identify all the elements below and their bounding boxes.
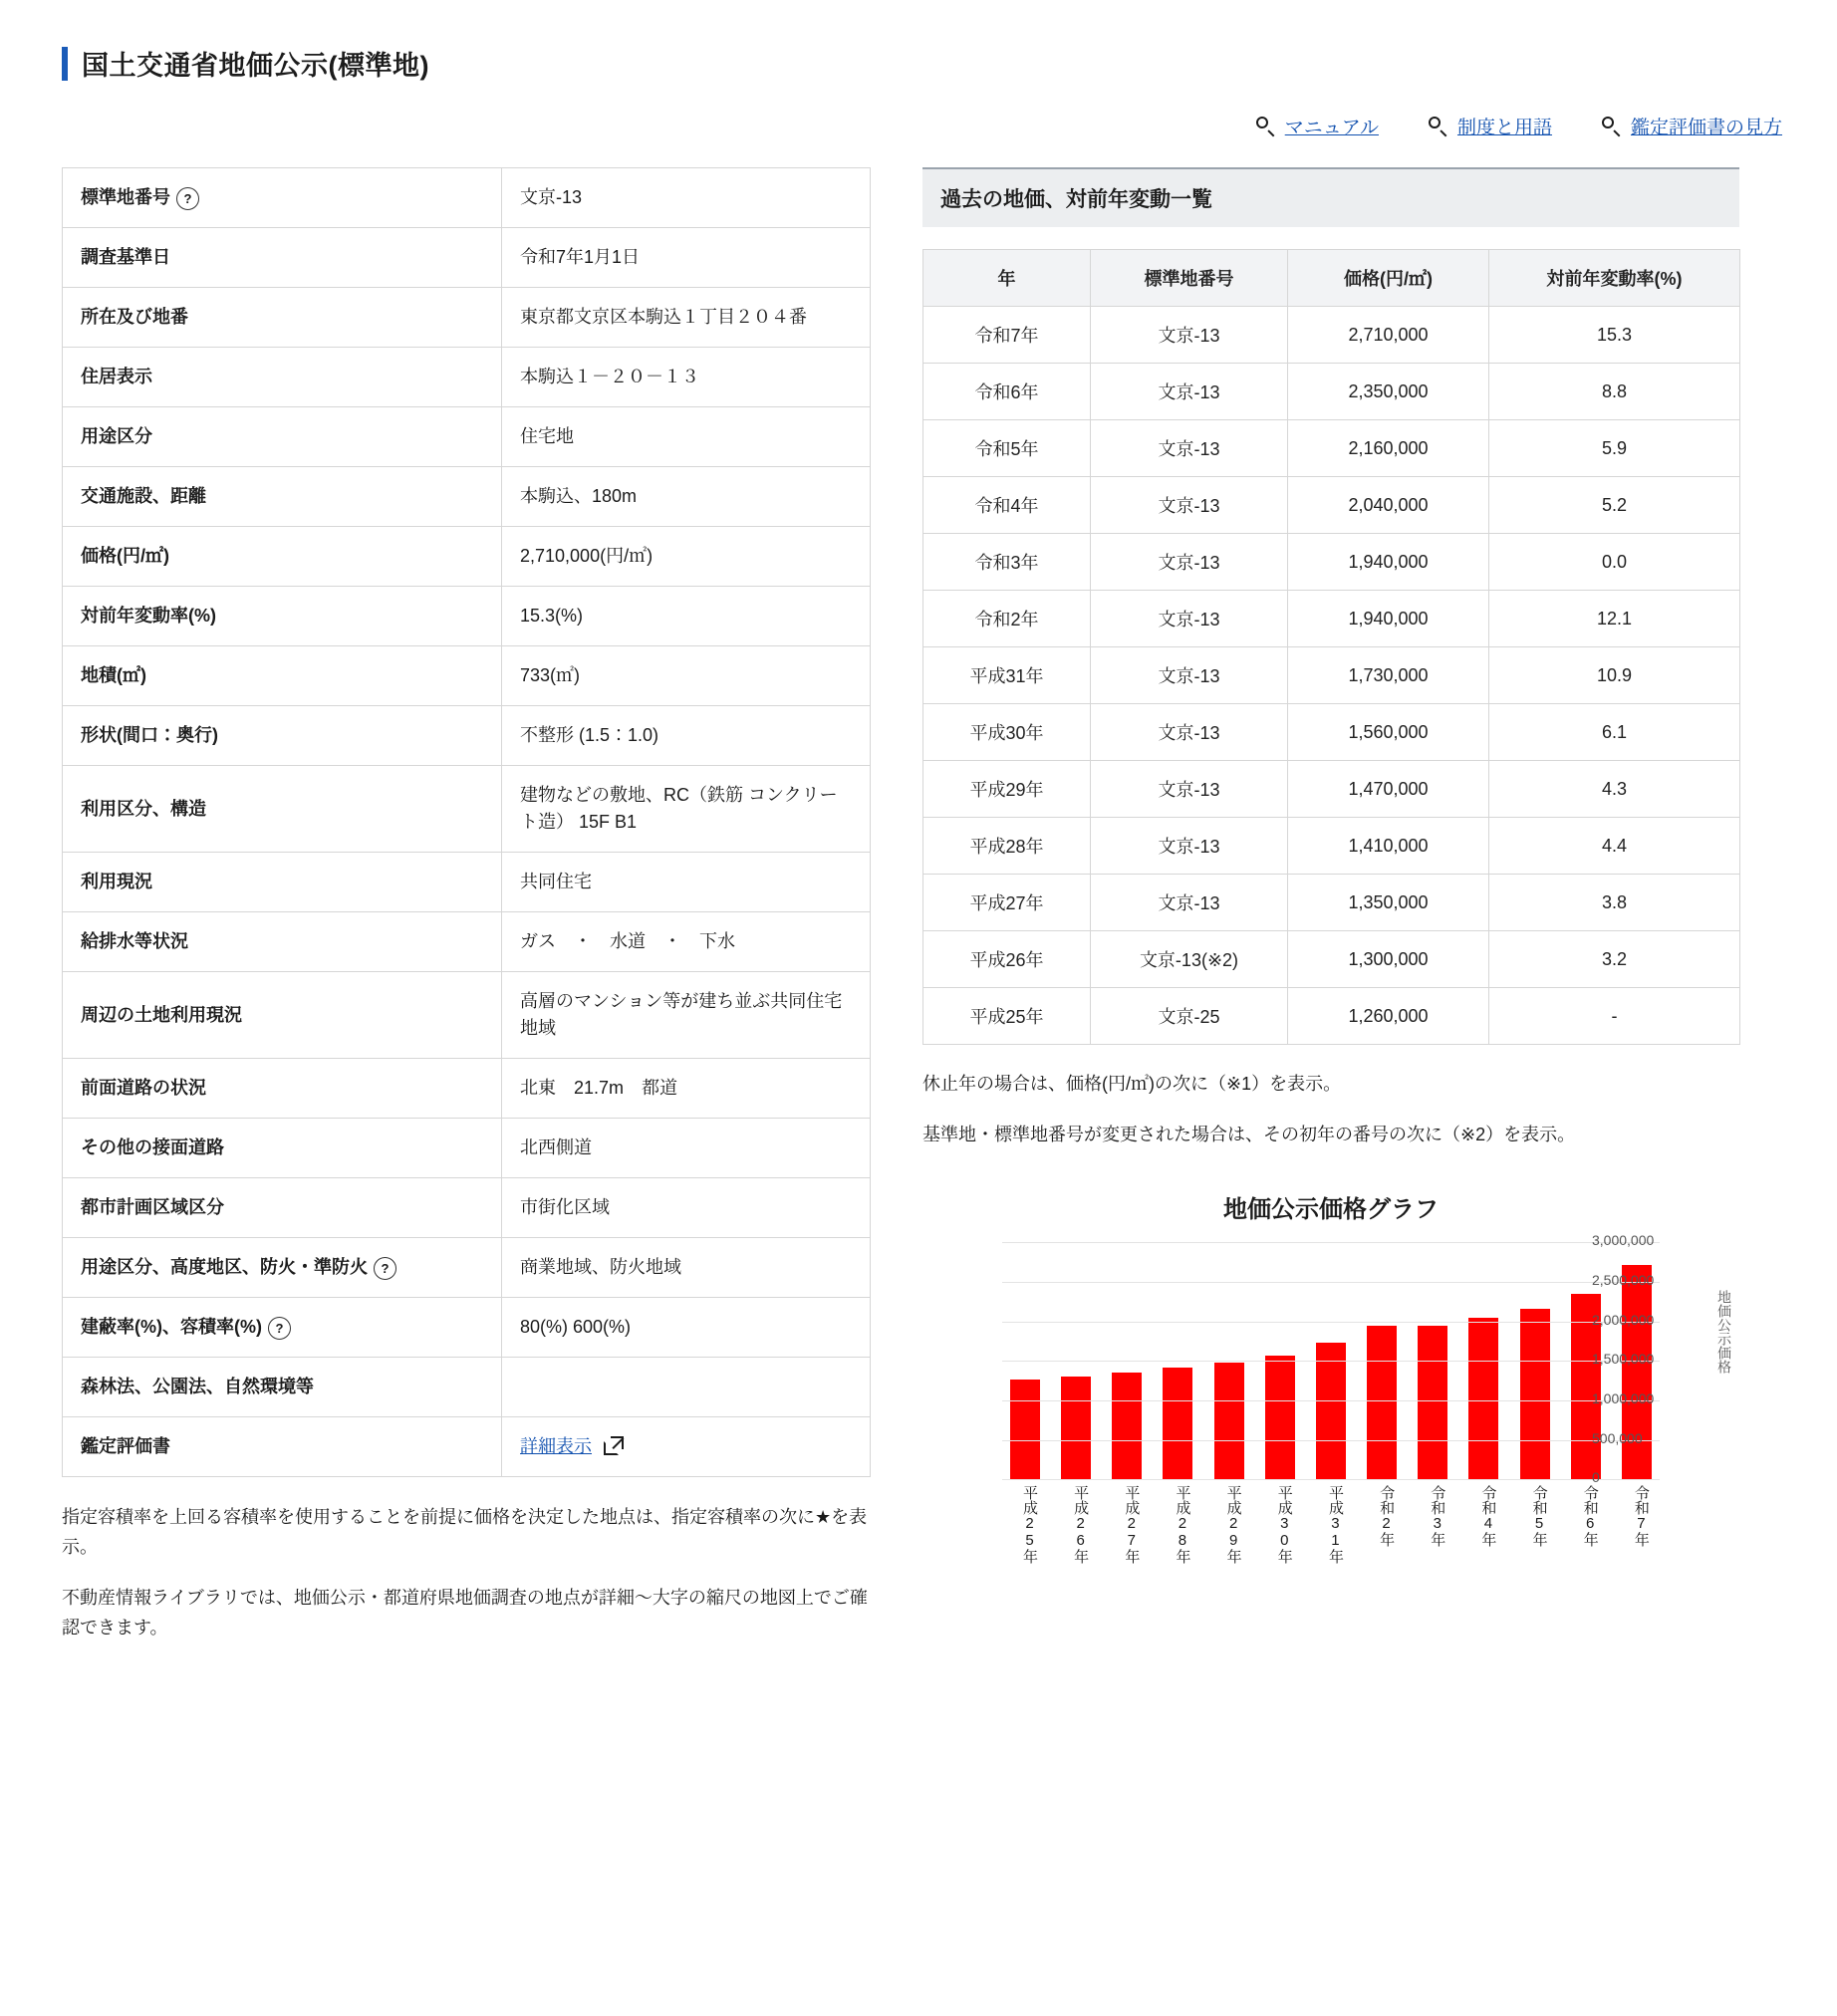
chart-y-tick: 500,000 (1592, 1429, 1643, 1446)
chart-bar (1520, 1309, 1550, 1479)
cell-yoy: 6.1 (1489, 704, 1740, 761)
row-label-location: 所在及び地番 (63, 288, 502, 348)
help-icon[interactable]: ? (176, 187, 199, 210)
table-row (923, 931, 1740, 988)
cell-price: 2,160,000 (1288, 420, 1489, 477)
page-title: 国土交通省地価公示(標準地) (82, 51, 429, 81)
link-manual[interactable] (1256, 113, 1379, 139)
row-value-forest-park-law (502, 1358, 871, 1417)
row-value-appraisal-report (502, 1417, 871, 1477)
row-value-price: 2,710,000(円/㎡) (502, 527, 871, 587)
row-label-transport: 交通施設、距離 (63, 467, 502, 527)
table-row (63, 587, 871, 646)
detail-notes (62, 1503, 871, 1643)
table-row (63, 1358, 871, 1417)
chart-title: 地価公示価格グラフ (1223, 1196, 1439, 1224)
table-row (63, 1238, 871, 1298)
table-row (63, 766, 871, 853)
chart-bar (1468, 1318, 1498, 1479)
cell-price: 1,300,000 (1288, 931, 1489, 988)
cell-price: 1,260,000 (1288, 988, 1489, 1045)
table-row (923, 364, 1740, 420)
row-value-coverage-far: 80(%) 600(%) (502, 1298, 871, 1358)
cell-year: 令和7年 (923, 307, 1091, 364)
cell-year: 平成28年 (923, 818, 1091, 875)
link-appraisal-guide-label: 鑑定評価書の見方 (1630, 118, 1782, 138)
chart-gridline (1002, 1242, 1660, 1243)
price-chart (922, 1189, 1739, 1564)
row-label-utilities: 給排水等状況 (63, 912, 502, 972)
table-row (63, 348, 871, 407)
cell-price: 1,350,000 (1288, 875, 1489, 931)
cell-yoy: 8.8 (1489, 364, 1740, 420)
cell-price: 1,560,000 (1288, 704, 1489, 761)
cell-yoy: 3.8 (1489, 875, 1740, 931)
chart-x-tick: 令和7年 (1632, 1485, 1650, 1548)
row-value-other-road: 北西側道 (502, 1119, 871, 1178)
cell-price: 2,350,000 (1288, 364, 1489, 420)
table-row (63, 1119, 871, 1178)
cell-price: 1,470,000 (1288, 761, 1489, 818)
table-row (923, 420, 1740, 477)
chart-x-tick: 平成31年 (1326, 1485, 1344, 1565)
cell-year: 令和4年 (923, 477, 1091, 534)
price-history-table (922, 249, 1740, 1045)
row-value-usage-structure: 建物などの敷地、RC（鉄筋 コンクリート造） 15F B1 (502, 766, 871, 853)
chart-x-tick: 平成27年 (1123, 1485, 1141, 1565)
chart-bar (1010, 1380, 1040, 1479)
cell-site-number: 文京-13 (1091, 307, 1288, 364)
chart-x-tick: 平成26年 (1072, 1485, 1090, 1565)
table-row (63, 912, 871, 972)
row-label-coverage-far (63, 1298, 502, 1358)
cell-site-number: 文京-13 (1091, 477, 1288, 534)
chart-x-axis-labels (1002, 1485, 1660, 1564)
table-row (63, 1298, 871, 1358)
row-label-use-class: 用途区分 (63, 407, 502, 467)
row-value-area: 733(㎡) (502, 646, 871, 706)
cell-yoy: 10.9 (1489, 647, 1740, 704)
cell-price: 1,940,000 (1288, 534, 1489, 591)
cell-yoy: 3.2 (1489, 931, 1740, 988)
cell-site-number: 文京-13 (1091, 534, 1288, 591)
table-row (923, 988, 1740, 1045)
label-text: 用途区分、高度地区、防火・準防火 (81, 1257, 368, 1277)
row-value-survey-date: 令和7年1月1日 (502, 228, 871, 288)
chart-x-tick: 令和5年 (1530, 1485, 1548, 1548)
history-notes (922, 1069, 1739, 1149)
title-accent-bar (62, 47, 68, 81)
table-row (923, 534, 1740, 591)
cell-year: 平成25年 (923, 988, 1091, 1045)
cell-site-number: 文京-13 (1091, 704, 1288, 761)
chart-y-tick: 3,000,000 (1592, 1232, 1655, 1249)
chart-bar (1265, 1356, 1295, 1479)
row-label-surrounding-use: 周辺の土地利用現況 (63, 972, 502, 1059)
table-header-row (923, 250, 1740, 307)
cell-site-number: 文京-13 (1091, 364, 1288, 420)
top-links (0, 113, 1782, 139)
cell-yoy: - (1489, 988, 1740, 1045)
chart-x-tick: 平成29年 (1224, 1485, 1242, 1565)
table-row (923, 591, 1740, 647)
cell-year: 平成31年 (923, 647, 1091, 704)
detail-note-1: 指定容積率を上回る容積率を使用することを前提に価格を決定した地点は、指定容積率の次に★を表示。 (62, 1507, 868, 1557)
chart-y-axis-labels (1592, 1232, 1711, 1486)
search-icon (1256, 117, 1276, 136)
cell-yoy: 0.0 (1489, 534, 1740, 591)
table-row (63, 646, 871, 706)
chart-y-tick: 2,000,000 (1592, 1311, 1655, 1328)
chart-bar (1214, 1363, 1244, 1479)
cell-year: 平成30年 (923, 704, 1091, 761)
row-label-current-use: 利用現況 (63, 853, 502, 912)
cell-year: 令和6年 (923, 364, 1091, 420)
table-row (63, 467, 871, 527)
chart-gridline (1002, 1440, 1660, 1441)
row-label-standard-site-number (63, 168, 502, 228)
cell-site-number: 文京-13 (1091, 818, 1288, 875)
chart-bar (1418, 1326, 1447, 1479)
table-row (923, 818, 1740, 875)
row-label-front-road: 前面道路の状況 (63, 1059, 502, 1119)
chart-x-tick: 平成28年 (1174, 1485, 1191, 1565)
cell-site-number: 文京-13 (1091, 591, 1288, 647)
row-label-other-road: その他の接面道路 (63, 1119, 502, 1178)
cell-year: 令和3年 (923, 534, 1091, 591)
chart-x-tick: 令和6年 (1581, 1485, 1599, 1548)
cell-yoy: 5.9 (1489, 420, 1740, 477)
row-value-residence-display: 本駒込１－２０－１３ (502, 348, 871, 407)
table-row (63, 288, 871, 348)
table-row (63, 407, 871, 467)
chart-y-tick: 0 (1592, 1469, 1600, 1486)
link-appraisal-guide[interactable] (1602, 113, 1782, 139)
row-value-zoning-fireproof: 商業地域、防火地域 (502, 1238, 871, 1298)
chart-bar (1316, 1343, 1346, 1479)
table-row (923, 307, 1740, 364)
label-text: 建蔽率(%)、容積率(%) (81, 1317, 262, 1337)
cell-price: 1,940,000 (1288, 591, 1489, 647)
chart-y-tick: 1,000,000 (1592, 1389, 1655, 1406)
appraisal-detail-link[interactable]: 詳細表示 (520, 1436, 592, 1456)
table-row (923, 647, 1740, 704)
chart-x-tick: 令和2年 (1378, 1485, 1396, 1548)
table-row (63, 853, 871, 912)
cell-price: 2,710,000 (1288, 307, 1489, 364)
row-label-shape: 形状(間口：奥行) (63, 706, 502, 766)
row-value-use-class: 住宅地 (502, 407, 871, 467)
chart-bar (1061, 1377, 1091, 1479)
row-label-residence-display: 住居表示 (63, 348, 502, 407)
col-yoy: 対前年変動率(%) (1489, 250, 1740, 307)
chart-gridline (1002, 1361, 1660, 1362)
cell-site-number: 文京-13 (1091, 875, 1288, 931)
row-label-appraisal-report: 鑑定評価書 (63, 1417, 502, 1477)
table-row (63, 228, 871, 288)
row-value-current-use: 共同住宅 (502, 853, 871, 912)
table-row (63, 1059, 871, 1119)
row-label-zoning-fireproof (63, 1238, 502, 1298)
col-site-number: 標準地番号 (1091, 250, 1288, 307)
row-label-price: 価格(円/㎡) (63, 527, 502, 587)
cell-site-number: 文京-25 (1091, 988, 1288, 1045)
chart-bar (1112, 1373, 1142, 1479)
row-value-utilities: ガス ・ 水道 ・ 下水 (502, 912, 871, 972)
help-icon[interactable]: ? (374, 1257, 396, 1280)
table-row (63, 1178, 871, 1238)
chart-y-tick: 2,500,000 (1592, 1271, 1655, 1288)
chart-plot (1002, 1242, 1660, 1479)
chart-y-tick: 1,500,000 (1592, 1351, 1655, 1368)
cell-site-number: 文京-13 (1091, 761, 1288, 818)
cell-yoy: 15.3 (1489, 307, 1740, 364)
external-link-icon[interactable] (604, 1435, 624, 1455)
cell-site-number: 文京-13 (1091, 647, 1288, 704)
table-row (923, 477, 1740, 534)
row-value-transport: 本駒込、180m (502, 467, 871, 527)
content-columns (0, 167, 1837, 1665)
history-column (922, 167, 1739, 1564)
row-value-yoy-rate: 15.3(%) (502, 587, 871, 646)
table-row (63, 706, 871, 766)
cell-yoy: 4.4 (1489, 818, 1740, 875)
cell-year: 令和2年 (923, 591, 1091, 647)
table-row (923, 761, 1740, 818)
table-row (63, 168, 871, 228)
table-row (923, 875, 1740, 931)
cell-price: 1,730,000 (1288, 647, 1489, 704)
row-label-forest-park-law: 森林法、公園法、自然環境等 (63, 1358, 502, 1417)
detail-column (62, 167, 871, 1665)
search-icon (1429, 117, 1448, 136)
row-label-usage-structure: 利用区分、構造 (63, 766, 502, 853)
link-manual-label: マニュアル (1284, 118, 1379, 138)
cell-yoy: 5.2 (1489, 477, 1740, 534)
row-label-yoy-rate: 対前年変動率(%) (63, 587, 502, 646)
row-value-front-road: 北東 21.7m 都道 (502, 1059, 871, 1119)
table-row (923, 704, 1740, 761)
row-value-shape: 不整形 (1.5：1.0) (502, 706, 871, 766)
chart-x-tick: 平成25年 (1021, 1485, 1038, 1565)
cell-year: 平成26年 (923, 931, 1091, 988)
cell-year: 令和5年 (923, 420, 1091, 477)
chart-bar (1163, 1368, 1192, 1479)
row-value-location: 東京都文京区本駒込１丁目２０４番 (502, 288, 871, 348)
row-value-surrounding-use: 高層のマンション等が建ち並ぶ共同住宅地域 (502, 972, 871, 1059)
cell-yoy: 4.3 (1489, 761, 1740, 818)
cell-yoy: 12.1 (1489, 591, 1740, 647)
help-icon[interactable]: ? (268, 1317, 291, 1340)
link-system-terms[interactable] (1429, 113, 1552, 139)
cell-site-number: 文京-13 (1091, 420, 1288, 477)
row-label-city-planning-area: 都市計画区域区分 (63, 1178, 502, 1238)
label-text: 標準地番号 (81, 187, 170, 207)
cell-site-number: 文京-13(※2) (1091, 931, 1288, 988)
cell-price: 1,410,000 (1288, 818, 1489, 875)
cell-year: 平成27年 (923, 875, 1091, 931)
row-label-survey-date: 調査基準日 (63, 228, 502, 288)
history-note-2: 基準地・標準地番号が変更された場合は、その初年の番号の次に（※2）を表示。 (922, 1124, 1576, 1144)
chart-x-tick: 令和4年 (1479, 1485, 1497, 1548)
table-row (63, 527, 871, 587)
chart-y-axis-title: 地価公示価格 (1716, 1290, 1732, 1375)
table-row (63, 1417, 871, 1477)
chart-bar (1367, 1326, 1397, 1479)
row-label-area: 地積(㎡) (63, 646, 502, 706)
cell-year: 平成29年 (923, 761, 1091, 818)
chart-gridline (1002, 1322, 1660, 1323)
page-root (0, 44, 1837, 1665)
history-note-1: 休止年の場合は、価格(円/㎡)の次に（※1）を表示。 (922, 1074, 1342, 1094)
chart-x-tick: 平成30年 (1275, 1485, 1293, 1565)
page-title-container (62, 44, 1837, 83)
chart-x-tick: 令和3年 (1429, 1485, 1446, 1548)
detail-note-2: 不動産情報ライブラリでは、地価公示・都道府県地価調査の地点が詳細〜大字の縮尺の地図上でご確認できます。 (62, 1588, 868, 1638)
chart-gridline (1002, 1479, 1660, 1480)
col-year: 年 (923, 250, 1091, 307)
link-system-terms-label: 制度と用語 (1456, 118, 1552, 138)
table-row (63, 972, 871, 1059)
chart-gridline (1002, 1400, 1660, 1401)
history-section-heading: 過去の地価、対前年変動一覧 (922, 167, 1739, 227)
chart-area (922, 1232, 1739, 1486)
row-value-city-planning-area: 市街化区域 (502, 1178, 871, 1238)
chart-gridline (1002, 1282, 1660, 1283)
row-value-standard-site-number: 文京-13 (502, 168, 871, 228)
col-price: 価格(円/㎡) (1288, 250, 1489, 307)
search-icon (1602, 117, 1622, 136)
cell-price: 2,040,000 (1288, 477, 1489, 534)
standard-site-detail-table (62, 167, 871, 1477)
